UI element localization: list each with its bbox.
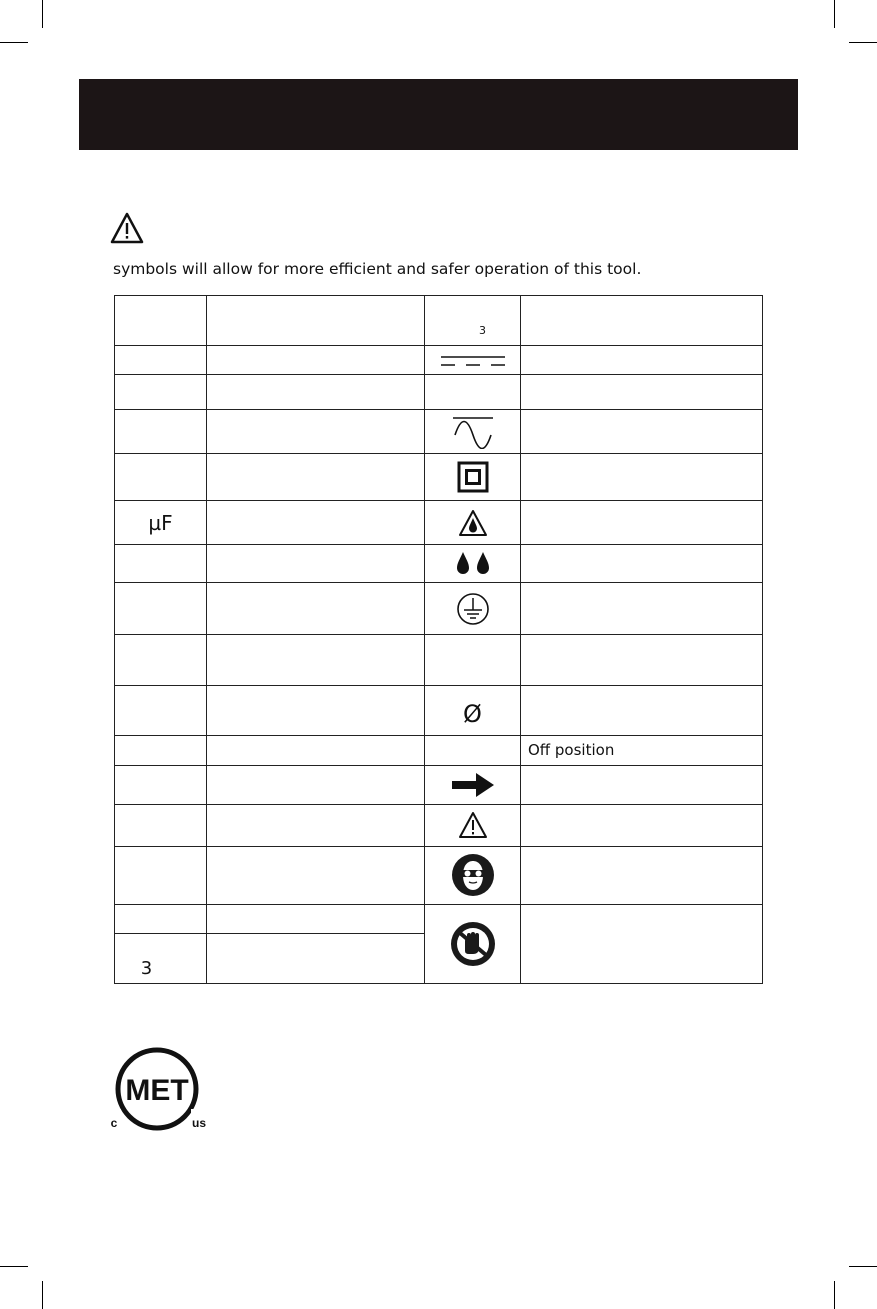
symbol-cell <box>425 685 521 735</box>
symbol-cell <box>425 846 521 904</box>
description-cell <box>521 346 763 375</box>
description-cell <box>207 685 425 735</box>
description-cell <box>207 735 425 765</box>
symbol-cell <box>115 583 207 635</box>
symbol-cell <box>115 375 207 410</box>
description-cell <box>207 846 425 904</box>
crop-mark <box>42 0 43 28</box>
symbol-cell <box>115 635 207 685</box>
table-row <box>115 346 763 375</box>
met-logo-us: us <box>191 1116 207 1130</box>
table-row <box>115 804 763 846</box>
description-cell <box>207 765 425 804</box>
description-cell <box>207 454 425 501</box>
description-cell <box>521 904 763 983</box>
table-row <box>115 545 763 583</box>
description-cell <box>207 635 425 685</box>
drop-in-triangle-icon <box>458 509 488 537</box>
description-cell <box>521 454 763 501</box>
symbol-cell <box>115 545 207 583</box>
table-row <box>115 501 763 545</box>
symbol-cell <box>115 804 207 846</box>
description-cell <box>521 501 763 545</box>
symbol-cell <box>425 410 521 454</box>
superscript-3-text: 3 <box>479 323 486 337</box>
symbol-cell <box>425 296 521 346</box>
symbol-cell <box>425 501 521 545</box>
crop-mark <box>834 0 835 28</box>
wear-eye-protection-icon <box>451 853 495 897</box>
warning-triangle-icon <box>110 212 144 244</box>
description-cell <box>521 410 763 454</box>
met-logo-text: MET <box>125 1074 189 1107</box>
symbol-cell <box>115 685 207 735</box>
ac-sine-wave-icon <box>451 415 495 449</box>
table-row <box>115 410 763 454</box>
crop-mark <box>0 1266 28 1267</box>
symbol-cell <box>425 545 521 583</box>
symbol-cell <box>425 583 521 635</box>
description-cell <box>521 846 763 904</box>
table-row <box>115 454 763 501</box>
symbol-cell <box>115 346 207 375</box>
description-cell <box>521 375 763 410</box>
symbols-table <box>114 295 763 984</box>
met-certification-logo <box>108 1047 210 1133</box>
symbol-cell <box>425 454 521 501</box>
symbol-cell <box>115 454 207 501</box>
symbol-cell <box>425 904 521 983</box>
description-cell <box>207 410 425 454</box>
description-cell <box>521 804 763 846</box>
description-cell <box>521 685 763 735</box>
warning-triangle-icon <box>458 811 488 839</box>
two-drops-icon <box>453 551 493 577</box>
description-cell <box>207 545 425 583</box>
earth-ground-icon <box>456 592 490 626</box>
dc-current-icon <box>439 354 507 368</box>
table-row <box>115 735 763 765</box>
crop-mark <box>42 1281 43 1309</box>
diameter-icon: Ø <box>463 700 482 729</box>
symbol-cell <box>115 933 207 983</box>
microfarad-symbol: µF <box>148 510 173 535</box>
description-cell <box>521 296 763 346</box>
no-gloves-icon <box>450 921 496 967</box>
double-insulation-icon <box>457 461 489 493</box>
symbol-text: 3 <box>140 957 153 979</box>
description-cell <box>521 765 763 804</box>
symbol-cell <box>425 375 521 410</box>
header-bar <box>79 79 798 150</box>
description-cell <box>207 375 425 410</box>
symbol-cell <box>115 735 207 765</box>
description-cell <box>521 635 763 685</box>
symbol-cell <box>425 735 521 765</box>
arrow-right-icon <box>450 772 496 798</box>
crop-mark <box>849 1266 877 1267</box>
table-row <box>115 685 763 735</box>
symbol-cell <box>425 346 521 375</box>
symbol-cell <box>115 410 207 454</box>
description-cell <box>521 583 763 635</box>
table-row <box>115 635 763 685</box>
met-logo-c: c <box>110 1116 118 1130</box>
symbol-cell <box>425 635 521 685</box>
intro-text: symbols will allow for more efficient and safer operation of this tool. <box>113 260 642 278</box>
crop-mark <box>0 42 28 43</box>
symbol-cell <box>115 765 207 804</box>
table-row <box>115 375 763 410</box>
symbol-cell <box>115 846 207 904</box>
description-cell <box>207 346 425 375</box>
description-cell: Off position <box>521 735 763 765</box>
description-cell <box>207 296 425 346</box>
description-cell <box>207 583 425 635</box>
table-row <box>115 583 763 635</box>
description-cell <box>207 501 425 545</box>
table-row <box>115 296 763 346</box>
symbol-cell <box>115 296 207 346</box>
table-row <box>115 904 763 933</box>
table-row <box>115 765 763 804</box>
symbol-cell <box>115 501 207 545</box>
table-row <box>115 846 763 904</box>
crop-mark <box>834 1281 835 1309</box>
symbol-cell <box>115 904 207 933</box>
crop-mark <box>849 42 877 43</box>
symbol-cell <box>425 765 521 804</box>
description-cell <box>207 904 425 933</box>
description-cell <box>207 804 425 846</box>
description-cell <box>521 545 763 583</box>
description-cell <box>207 933 425 983</box>
symbol-cell <box>425 804 521 846</box>
